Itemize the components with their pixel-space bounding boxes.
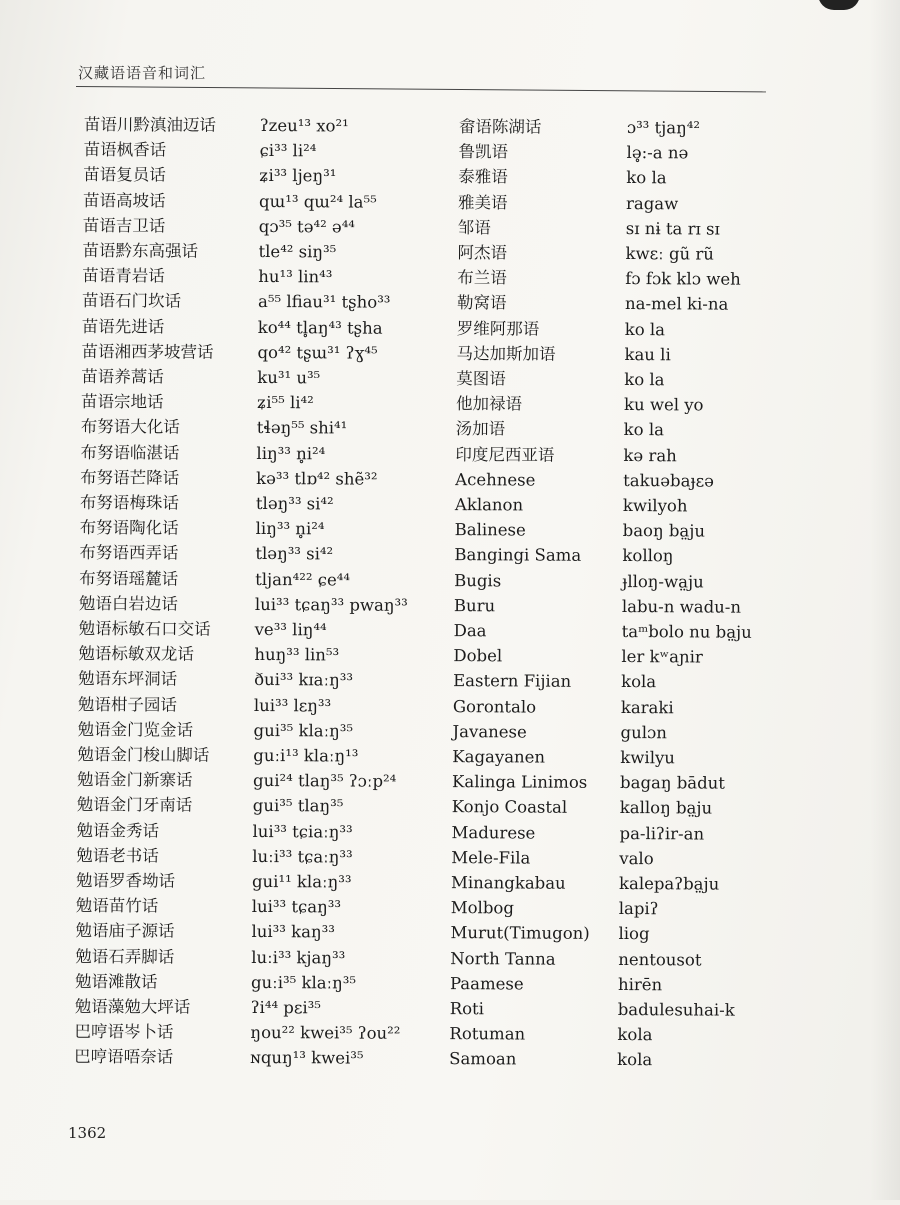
language-name: Kalinga Linimos — [452, 769, 587, 796]
transcription: lə̥:-a nə — [627, 140, 689, 166]
transcription: kə³³ tlɒ⁴² shẽ³² — [256, 466, 377, 493]
language-name: 布努语瑶麓话 — [79, 566, 178, 593]
language-name: 勒窝语 — [457, 290, 507, 316]
language-name: Dobel — [453, 643, 502, 669]
language-name: 布努语大化话 — [81, 414, 180, 441]
transcription: kwilyoh — [623, 493, 688, 519]
transcription: qo⁴² tʂɯ³¹ ʔɣ⁴⁵ — [257, 340, 377, 367]
language-name: 苗语青岩话 — [82, 263, 165, 289]
transcription: ɕi³³ li²⁴ — [260, 138, 317, 164]
transcription: karaki — [621, 695, 674, 721]
language-name: Bangingi Sama — [454, 542, 581, 569]
language-name: 泰雅语 — [458, 165, 508, 191]
transcription: kola — [617, 1047, 652, 1073]
transcription: liŋ³³ n̥i²⁴ — [256, 516, 325, 542]
transcription: sɪ nɨ ta rɪ sɪ — [626, 216, 720, 243]
language-name: Aklanon — [455, 492, 523, 518]
transcription: guːi³⁵ klaːŋ³⁵ — [251, 970, 356, 997]
language-name: 畲语陈湖话 — [459, 114, 542, 140]
language-name: 邹语 — [458, 215, 491, 241]
language-name: Buru — [454, 593, 495, 619]
transcription: ʑi⁵⁵ li⁴² — [257, 390, 314, 416]
transcription: gui³⁵ klaːŋ³⁵ — [254, 718, 354, 745]
transcription: baoŋ ba̤ju — [623, 518, 706, 544]
transcription: ve³³ liŋ⁴⁴ — [255, 617, 327, 643]
transcription: ʔzeu¹³ xo²¹ — [260, 113, 349, 139]
language-name: Konjo Coastal — [452, 794, 568, 821]
transcription: ðui³³ kɪaːŋ³³ — [254, 667, 353, 694]
transcription: lui³³ tɕaŋ³³ — [252, 894, 341, 920]
language-name: 鲁凯语 — [459, 139, 509, 165]
language-name: 苗语湘西茅坡营话 — [81, 339, 213, 366]
language-name: 苗语石门坎话 — [82, 288, 181, 315]
language-name: Acehnese — [455, 467, 535, 493]
language-name: 勉语金门牙南话 — [77, 792, 193, 819]
language-name: 勉语白岩边话 — [79, 591, 178, 618]
language-name: 苗语吉卫话 — [83, 213, 166, 239]
transcription: liog — [618, 921, 649, 947]
transcription: hu¹³ lin⁴³ — [258, 264, 332, 290]
transcription: gui³⁵ tlaŋ³⁵ — [253, 793, 344, 820]
transcription: ko⁴⁴ tl̥aŋ⁴³ tʂha — [258, 315, 383, 342]
transcription: takuəbaɟɛə — [623, 468, 714, 495]
transcription: ɔ³³ tjaŋ⁴² — [627, 115, 700, 141]
transcription: qɯ¹³ qɯ²⁴ la⁵⁵ — [259, 189, 377, 216]
language-name: 勉语老书话 — [76, 843, 159, 869]
transcription: liŋ³³ n̥i²⁴ — [256, 441, 325, 467]
language-name: Molbog — [451, 895, 514, 921]
language-name: Javanese — [453, 719, 527, 745]
language-name: 勉语苗竹话 — [76, 893, 159, 919]
transcription: nentousot — [618, 947, 701, 973]
language-name: 苗语复员话 — [83, 162, 166, 188]
transcription: na-mel ki-na — [625, 291, 728, 318]
transcription: a⁵⁵ lfiau³¹ tʂho³³ — [258, 289, 391, 316]
transcription: luːi³³ tɕaːŋ³³ — [252, 844, 352, 871]
language-name: 布努语梅珠话 — [80, 490, 179, 517]
transcription: ko la — [624, 367, 664, 393]
transcription: lapiʔ — [619, 896, 659, 922]
language-name: 布努语临湛话 — [80, 440, 179, 467]
language-name: Mele-Fila — [451, 845, 530, 871]
language-name: 苗语宗地话 — [81, 389, 164, 415]
transcription: gui²⁴ tlaŋ³⁵ ʔɔːp²⁴ — [253, 768, 396, 795]
language-name: 罗维阿那语 — [457, 316, 540, 342]
transcription: gulɔn — [621, 720, 667, 746]
language-name: 勉语标敏双龙话 — [78, 641, 194, 668]
transcription: tləŋ³³ si⁴² — [256, 491, 334, 517]
language-name: 勉语罗香坳话 — [76, 868, 175, 895]
transcription: guːi¹³ klaːŋ¹³ — [253, 743, 358, 770]
transcription: taᵐbolo nu ba̤ju — [622, 619, 752, 646]
transcription: ko la — [626, 165, 666, 191]
transcription: lui³³ lɛŋ³³ — [254, 693, 331, 719]
transcription: lui³³ tɕiaːŋ³³ — [252, 819, 352, 846]
language-name: 马达加斯加语 — [456, 341, 555, 368]
language-name: 巴哼语唔奈话 — [74, 1044, 173, 1071]
transcription: ku³¹ u³⁵ — [257, 365, 320, 391]
language-name: 勉语金秀话 — [76, 818, 159, 844]
transcription: hirēn — [618, 972, 662, 998]
language-name: Bugis — [454, 568, 501, 594]
page-edge-shadow — [870, 0, 900, 1200]
transcription: ŋou²² kwei³⁵ ʔou²² — [250, 1020, 400, 1047]
transcription: valo — [619, 846, 654, 872]
transcription: kwilyu — [620, 745, 675, 771]
transcription: tɬəŋ⁵⁵ shi⁴¹ — [257, 415, 348, 442]
transcription: ku wel yo — [624, 392, 704, 418]
language-name: Roti — [450, 996, 484, 1022]
language-name: 勉语庙子源话 — [75, 918, 174, 945]
transcription: ko la — [624, 417, 664, 443]
language-name: Minangkabau — [451, 870, 566, 897]
language-name: 雅美语 — [458, 190, 508, 216]
transcription: kwɛː gũ rũ — [625, 241, 714, 267]
language-name: 苗语先进话 — [82, 314, 165, 340]
language-name: 勉语金门梭山脚话 — [77, 742, 209, 769]
language-name: 苗语高坡话 — [83, 188, 166, 214]
language-name: Kagayanen — [452, 744, 545, 771]
transcription: ko la — [625, 317, 665, 343]
transcription: ʑi³³ ljeŋ³¹ — [259, 163, 336, 189]
transcription: kolloŋ — [622, 543, 673, 569]
language-name: 布兰语 — [457, 265, 507, 291]
language-name: Eastern Fijian — [453, 668, 571, 695]
language-name: Murut(Timugon) — [450, 920, 589, 947]
transcription: ɟlloŋ-wa̤ju — [622, 569, 704, 595]
language-name: 勉语东坪洞话 — [78, 666, 177, 693]
transcription: fɔ fɔk klɔ weh — [625, 266, 741, 293]
language-name: 勉语藻勉大坪话 — [75, 994, 191, 1021]
language-name: 阿杰语 — [457, 240, 507, 266]
transcription: ler kʷaɲir — [621, 644, 703, 670]
transcription: lui³³ kaŋ³³ — [251, 919, 335, 945]
transcription: gui¹¹ klaːŋ³³ — [252, 869, 352, 896]
language-name: 他加禄语 — [456, 391, 522, 417]
language-name: 莫图语 — [456, 366, 506, 392]
language-name: Balinese — [455, 517, 526, 543]
language-name: 布努语西弄话 — [79, 540, 178, 567]
transcription: tləŋ³³ si⁴² — [255, 541, 333, 567]
language-name: 勉语滩散话 — [75, 969, 158, 995]
language-name: Madurese — [451, 820, 535, 846]
transcription: labu-n wadu-n — [622, 594, 741, 621]
transcription: ragaw — [626, 191, 678, 217]
running-header: 汉藏语语音和词汇 — [78, 62, 206, 83]
language-name: Samoan — [449, 1046, 516, 1072]
transcription: huŋ³³ lin⁵³ — [254, 642, 339, 668]
language-name: 苗语川黔滇油迈话 — [84, 112, 216, 139]
language-name: 苗语枫香话 — [84, 137, 167, 163]
transcription: kola — [621, 669, 656, 695]
transcription: kə rah — [623, 443, 677, 469]
transcription: ɴquŋ¹³ kwei³⁵ — [250, 1045, 363, 1072]
transcription: kalepaʔba̤ju — [619, 871, 719, 898]
transcription: ʔi⁴⁴ pɛi³⁵ — [251, 995, 321, 1021]
transcription: kola — [617, 1022, 652, 1048]
language-name: 苗语养蒿话 — [81, 364, 164, 390]
language-name: 印度尼西亚语 — [455, 442, 554, 469]
language-name: 勉语石弄脚话 — [75, 944, 174, 971]
language-name: 汤加语 — [456, 416, 506, 442]
transcription: pa-liʔir-an — [619, 821, 704, 847]
transcription: lui³³ tɕaŋ³³ pwaŋ³³ — [255, 592, 408, 619]
language-name: 布努语芒降话 — [80, 465, 179, 492]
language-name: Gorontalo — [453, 694, 536, 720]
language-name: 勉语金门览金话 — [78, 717, 194, 744]
transcription: kalloŋ ba̤ju — [620, 795, 712, 822]
language-name: 苗语黔东高强话 — [82, 238, 198, 265]
transcription: kau li — [624, 342, 670, 368]
page-number: 1362 — [68, 1124, 106, 1142]
language-name: 勉语标敏石口交话 — [79, 616, 211, 643]
language-name: Paamese — [450, 971, 524, 997]
language-name: 勉语金门新寨话 — [77, 767, 193, 794]
language-name: 布努语陶化话 — [80, 515, 179, 542]
transcription: luːi³³ kjaŋ³³ — [251, 945, 345, 972]
transcription: qɔ³⁵ tə⁴² ə⁴⁴ — [259, 214, 355, 241]
language-name: Daa — [454, 618, 487, 644]
transcription: tljan⁴²² ɕe⁴⁴ — [255, 567, 350, 594]
language-name: 勉语柑子园话 — [78, 692, 177, 719]
transcription: tle⁴² siŋ³⁵ — [258, 239, 336, 265]
language-name: 巴哼语岑卜话 — [74, 1019, 173, 1046]
language-name: North Tanna — [450, 946, 556, 973]
language-name: Rotuman — [449, 1021, 525, 1047]
transcription: badulesuhai-k — [618, 997, 735, 1024]
transcription: bagaŋ bādut — [620, 770, 725, 797]
